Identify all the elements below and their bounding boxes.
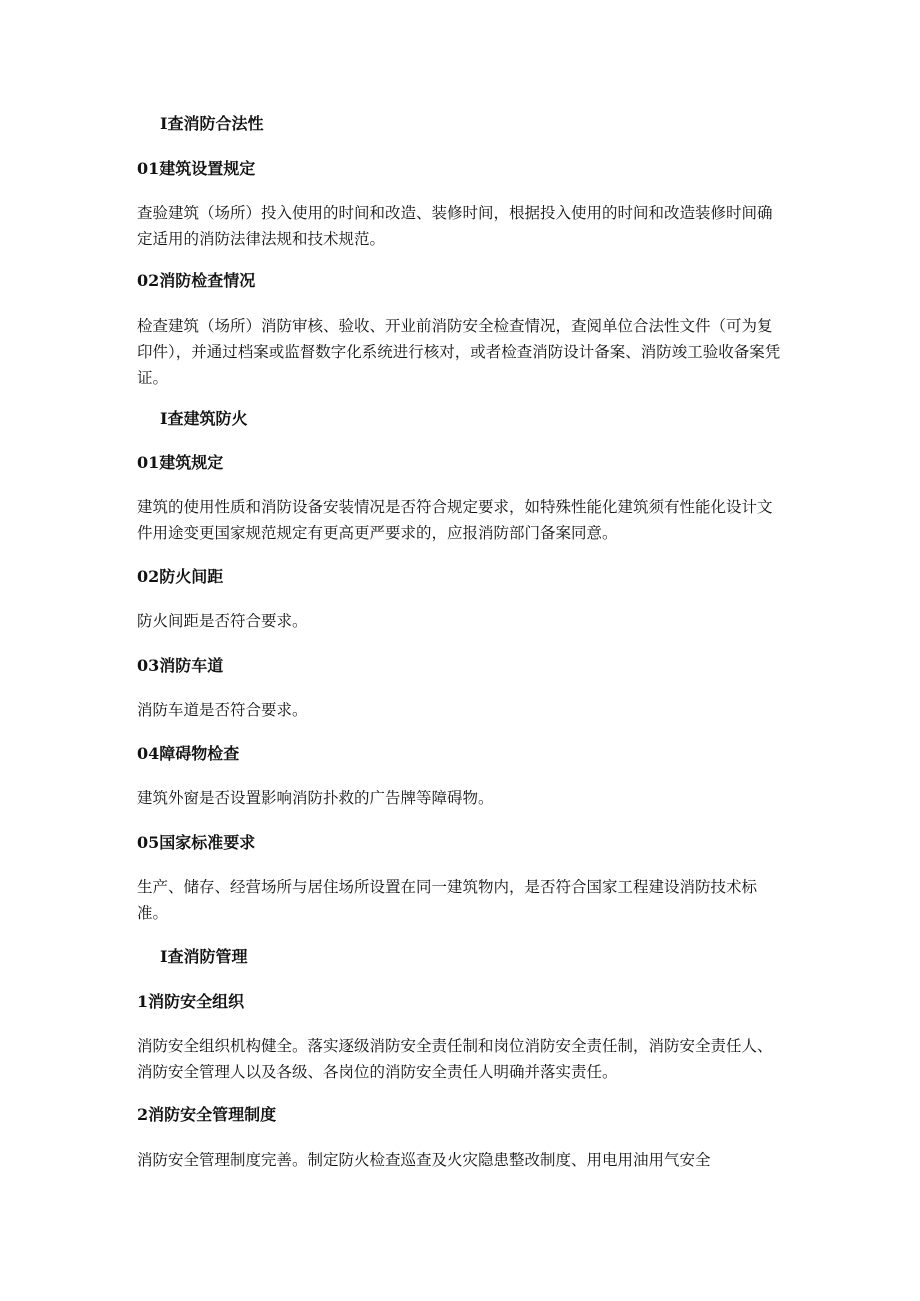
- section-title-fire-legality: I查消防合法性: [160, 114, 264, 133]
- heading-fire-lane: 03消防车道: [137, 656, 224, 675]
- paragraph-fire-spacing: 防火间距是否符合要求。: [137, 612, 308, 630]
- heading-national-standard: 05国家标准要求: [137, 833, 256, 852]
- paragraph-fire-lane: 消防车道是否符合要求。: [137, 701, 308, 719]
- section-title-fire-management: I查消防管理: [160, 947, 248, 966]
- paragraph-fire-inspection: 检查建筑（场所）消防审核、验收、开业前消防安全检查情况，查阅单位合法性文件（可为复印件），并通过档案或监督数字化系统进行核对，或者检查消防设计备案、消防竣工验收备案凭证。: [137, 317, 781, 387]
- paragraph-safety-organization: 消防安全组织机构健全。落实逐级消防安全责任制和岗位消防安全责任制，消防安全责任人、消防安全管理人以及各级、各岗位的消防安全责任人明确并落实责任。: [137, 1037, 773, 1081]
- heading-safety-system: 2消防安全管理制度: [137, 1105, 277, 1124]
- heading-fire-inspection: 02消防检查情况: [137, 271, 256, 290]
- section-title-building-fire: I查建筑防火: [160, 409, 248, 428]
- paragraph-national-standard: 生产、储存、经营场所与居住场所设置在同一建筑物内，是否符合国家工程建设消防技术标准。: [137, 878, 758, 922]
- heading-fire-spacing: 02防火间距: [137, 567, 224, 586]
- heading-safety-organization: 1消防安全组织: [137, 992, 245, 1011]
- paragraph-obstacle-check: 建筑外窗是否设置影响消防扑救的广告牌等障碍物。: [137, 789, 494, 807]
- heading-building-rules: 01建筑设置规定: [137, 159, 256, 178]
- paragraph-building-regulation: 建筑的使用性质和消防设备安装情况是否符合规定要求，如特殊性能化建筑须有性能化设计文件用途变更国家规范规定有更高更严要求的，应报消防部门备案同意。: [137, 498, 773, 542]
- heading-building-regulation: 01建筑规定: [137, 453, 224, 472]
- paragraph-safety-system: 消防安全管理制度完善。制定防火检查巡查及火灾隐患整改制度、用电用油用气安全: [137, 1151, 711, 1169]
- heading-obstacle-check: 04障碍物检查: [137, 744, 240, 763]
- paragraph-building-rules: 查验建筑（场所）投入使用的时间和改造、装修时间，根据投入使用的时间和改造装修时间确定适用的消防法律法规和技术规范。: [137, 204, 773, 248]
